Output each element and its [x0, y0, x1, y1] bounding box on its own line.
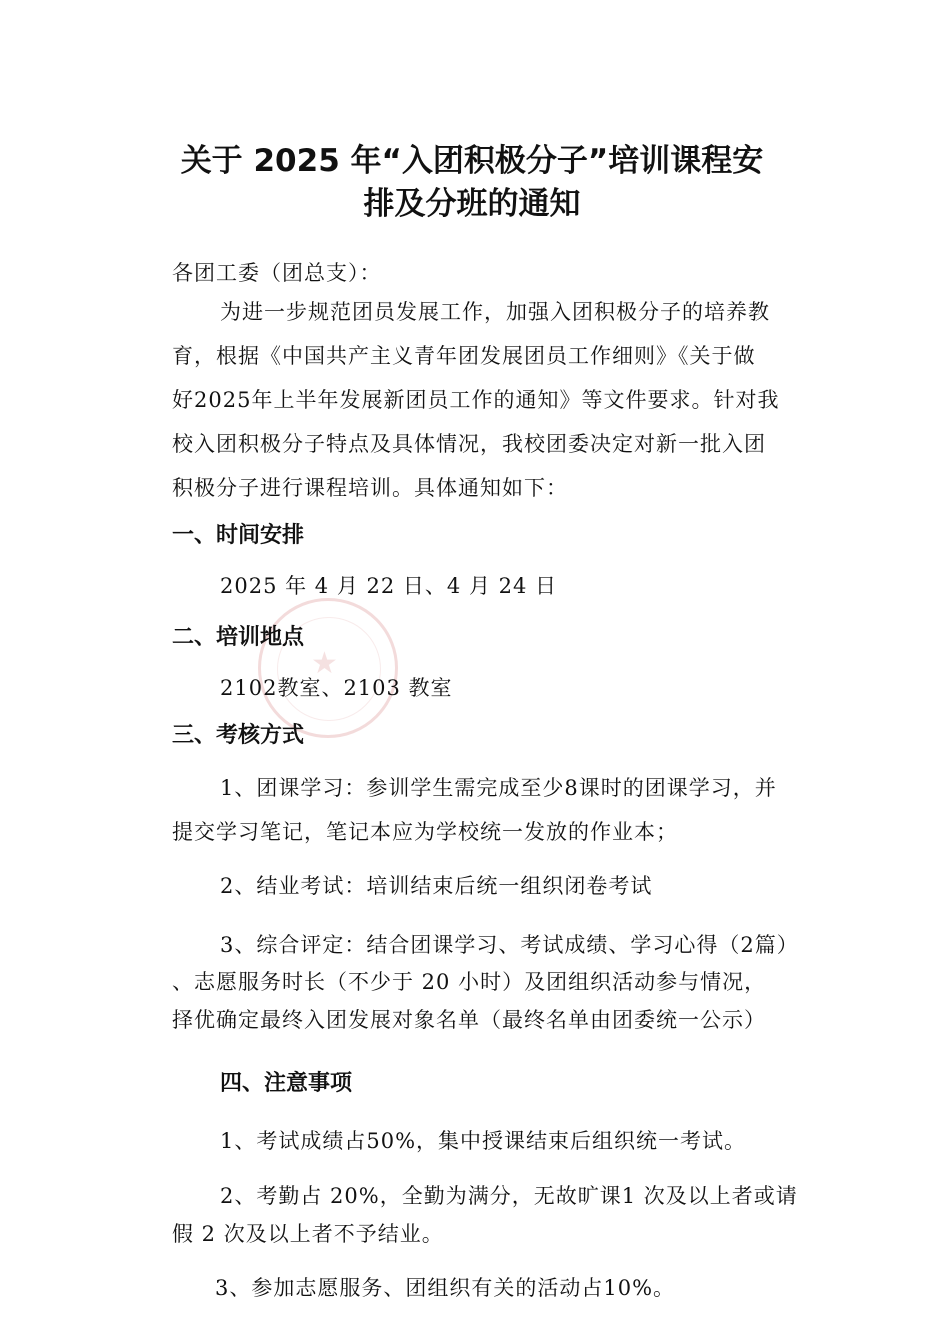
- notes-item-2-line-1: 2、考勤占 20%，全勤为满分，无故旷课1 次及以上者或请: [220, 1184, 798, 1208]
- section-heading-time: 一、时间安排: [172, 523, 305, 548]
- assessment-item-3-line-2: 、志愿服务时长（不少于 20 小时）及团组织活动参与情况，: [172, 970, 767, 994]
- notes-item-1: 1、考试成绩占50%，集中授课结束后组织统一考试。: [220, 1129, 747, 1153]
- intro-line-4: 校入团积极分子特点及具体情况，我校团委决定对新一批入团: [172, 432, 766, 456]
- assessment-item-2: 2、结业考试：培训结束后统一组织闭卷考试: [220, 874, 653, 898]
- assessment-item-3-line-3: 择优确定最终入团发展对象名单（最终名单由团委统一公示）: [172, 1008, 766, 1032]
- intro-line-1: 为进一步规范团员发展工作，加强入团积极分子的培养教: [220, 300, 770, 324]
- salutation: 各团工委（团总支）：: [172, 261, 382, 285]
- document-title-line-1: 关于 2025 年“入团积极分子”培训课程安: [180, 143, 764, 179]
- section-body-time: 2025 年 4 月 22 日、4 月 24 日: [220, 574, 558, 598]
- intro-line-5: 积极分子进行课程培训。具体通知如下：: [172, 476, 568, 500]
- section-heading-notes: 四、注意事项: [220, 1071, 353, 1096]
- section-heading-assessment: 三、考核方式: [172, 723, 305, 748]
- intro-line-2: 育，根据《中国共产主义青年团发展团员工作细则》《关于做: [172, 344, 756, 368]
- notes-item-3: 3、参加志愿服务、团组织有关的活动占10%。: [215, 1276, 676, 1300]
- section-heading-location: 二、培训地点: [172, 625, 305, 650]
- document-title-line-2: 排及分班的通知: [363, 186, 581, 222]
- assessment-item-1-line-2: 提交学习笔记，笔记本应为学校统一发放的作业本；: [172, 820, 678, 844]
- section-body-location: 2102教室、2103 教室: [220, 676, 453, 700]
- notes-item-2-line-2: 假 2 次及以上者不予结业。: [172, 1222, 444, 1246]
- assessment-item-1-line-1: 1、团课学习：参训学生需完成至少8课时的团课学习，并: [220, 776, 777, 800]
- intro-line-3: 好2025年上半年发展新团员工作的通知》等文件要求。针对我: [172, 388, 780, 412]
- star-icon: ★: [311, 646, 338, 681]
- official-seal: [258, 598, 398, 738]
- assessment-item-3-line-1: 3、综合评定：结合团课学习、考试成绩、学习心得（2篇）: [220, 933, 799, 957]
